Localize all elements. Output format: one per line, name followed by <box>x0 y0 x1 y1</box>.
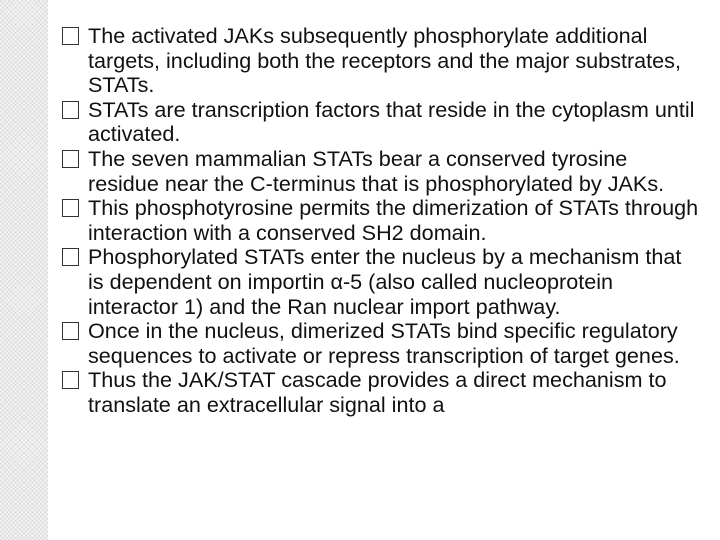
bullet-item <box>62 24 702 98</box>
bullet-text: Phosphorylated STATs enter the nucleus by a mechanism that is dependent on importin α-5 (also called nucleoprotein interactor 1) and the Ran nuclear import pathway. <box>88 244 682 319</box>
square-bullet-icon <box>62 248 79 266</box>
bullet-item <box>62 319 702 368</box>
bullet-text: The activated JAKs subsequently phosphorylate additional targets, including both the receptors and the major substrates, STATs. <box>88 23 681 98</box>
bullet-item <box>62 147 702 196</box>
decorative-side-band <box>0 0 48 540</box>
bullet-item <box>62 98 702 147</box>
bullet-item <box>62 368 702 417</box>
square-bullet-icon <box>62 199 79 217</box>
bullet-text: This phosphotyrosine permits the dimerization of STATs through interaction with a conserved SH2 domain. <box>88 195 699 245</box>
bullet-item <box>62 196 702 245</box>
bullet-text: Thus the JAK/STAT cascade provides a direct mechanism to translate an extracellular signal into a <box>88 367 667 417</box>
bullet-list <box>62 24 702 418</box>
bullet-text: Once in the nucleus, dimerized STATs bind specific regulatory sequences to activate or repress transcription of target genes. <box>88 318 680 368</box>
square-bullet-icon <box>62 371 79 389</box>
bullet-item <box>62 245 702 319</box>
square-bullet-icon <box>62 27 79 45</box>
square-bullet-icon <box>62 322 79 340</box>
bullet-text: STATs are transcription factors that reside in the cytoplasm until activated. <box>88 96 695 147</box>
bullet-text: The seven mammalian STATs bear a conserved tyrosine residue near the C-terminus that is phosphorylated by JAKs. <box>88 145 665 196</box>
square-bullet-icon <box>62 101 79 119</box>
square-bullet-icon <box>62 150 79 168</box>
